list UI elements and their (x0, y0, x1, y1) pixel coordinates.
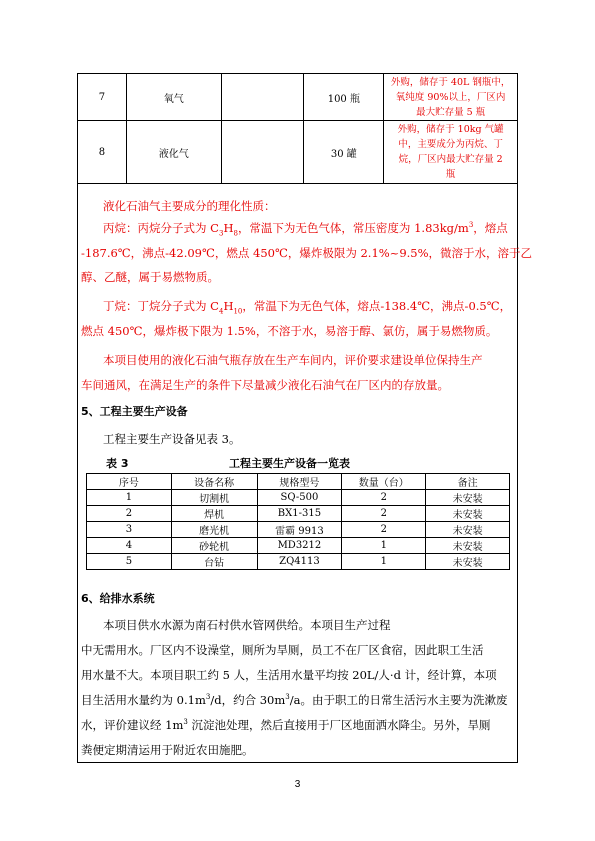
table-cell: BX1-315 (257, 506, 342, 522)
table-row (78, 74, 518, 121)
table-cell: 2 (342, 522, 426, 538)
table-row (87, 522, 510, 538)
table-cell: 未安装 (426, 554, 510, 570)
materials-table (77, 73, 518, 184)
table-cell: 未安装 (426, 522, 510, 538)
lpg-heading: 液化石油气主要成分的理化性质： (103, 199, 276, 213)
table-number: 表 3 (106, 457, 129, 470)
column-header: 设备名称 (171, 474, 257, 490)
table-cell: SQ-500 (257, 490, 342, 506)
table-cell: 焊机 (171, 506, 257, 522)
table-cell: 未安装 (426, 538, 510, 554)
storage-line-2: 车间通风，在满足生产的条件下尽量减少液化石油气在厂区内的存放量。 (81, 378, 449, 392)
table-cell: MD3212 (257, 538, 342, 554)
table-cell: 2 (342, 506, 426, 522)
table-cell: 1 (342, 554, 426, 570)
table-cell: 1 (342, 538, 426, 554)
column-header: 规格型号 (257, 474, 342, 490)
column-header: 数量（台） (342, 474, 426, 490)
water-line-4: 目生活用水量约为 $0.1m^3/d$，约合 $30m^3/a$。由于职工的日常生活污水主要为洗漱废 (81, 693, 508, 707)
table-cell: 雷霸 9913 (257, 522, 342, 538)
table-row (87, 506, 510, 522)
table-cell: 磨光机 (171, 522, 257, 538)
column-header: 序号 (87, 474, 172, 490)
material-spec (221, 74, 304, 121)
material-qty: 100 瓶 (304, 74, 384, 121)
table-cell: 2 (342, 490, 426, 506)
material-note: 外购，储存于 40L 钢瓶中， 氧纯度 90%以上，厂区内 最大贮存量 5 瓶 (384, 74, 518, 121)
table-cell: 台钻 (171, 554, 257, 570)
water-line-6: 粪便定期清运用于附近农田施肥。 (81, 743, 254, 757)
butane-line-2: 燃点 450℃，爆炸极下限为 1.5%，不溶于水，易溶于醇、氯仿，属于易燃物质。 (81, 324, 498, 338)
table-cell: 砂轮机 (171, 538, 257, 554)
section-5-intro: 工程主要生产设备见表 3。 (103, 432, 241, 446)
water-line-2: 中无需用水。厂区内不设澡堂，厕所为旱厕，员工不在厂区食宿，因此职工生活 (81, 643, 484, 657)
content-frame (77, 73, 533, 763)
column-header: 备注 (426, 474, 510, 490)
water-line-3: 用水量不大。本项目职工约 5 人，生活用水量平均按 20L/人·d 计，经计算，本项 (81, 668, 497, 682)
water-line-1: 本项目供水水源为南石村供水管网供给。本项目生产过程 (103, 618, 391, 632)
table-cell: 未安装 (426, 506, 510, 522)
table-row (78, 121, 518, 184)
table-cell: 1 (87, 490, 172, 506)
table-cell: 切割机 (171, 490, 257, 506)
table-title: 工程主要生产设备一览表 (229, 457, 350, 470)
material-no: 8 (78, 121, 127, 184)
table-header-row (87, 474, 510, 490)
table-row (87, 554, 510, 570)
table-cell: 4 (87, 538, 172, 554)
page-number: 3 (294, 779, 301, 790)
storage-line-1: 本项目使用的液化石油气瓶存放在生产车间内，评价要求建设单位保持生产 (103, 353, 483, 367)
section-5-title: 5、工程主要生产设备 (81, 405, 188, 418)
table-cell: 未安装 (426, 490, 510, 506)
propane-line-2: -187.6℃，沸点-42.09℃，燃点 450℃，爆炸极限为 2.1%~9.5%，微溶于水，溶于乙 (81, 246, 533, 260)
material-name: 氧气 (126, 74, 221, 121)
propane-line-1: 丙烷：丙烷分子式为 $C_3H_8$，常温下为无色气体，常压密度为 $1.83kg/m^3$，熔点 (103, 221, 508, 238)
table-cell: 5 (87, 554, 172, 570)
table-cell: ZQ4113 (257, 554, 342, 570)
equipment-table (86, 473, 510, 570)
section-6-title: 6、给排水系统 (81, 592, 155, 605)
material-spec (221, 121, 304, 184)
material-name: 液化气 (126, 121, 221, 184)
propane-line-3: 醇、乙醚，属于易燃物质。 (81, 270, 219, 284)
butane-line-1: 丁烷：丁烷分子式为 $C_4H_{10}$，常温下为无色气体，熔点-138.4℃，沸点-0.5℃， (103, 299, 512, 316)
material-qty: 30 罐 (304, 121, 384, 184)
material-no: 7 (78, 74, 127, 121)
table-row (87, 490, 510, 506)
table-cell: 2 (87, 506, 172, 522)
table-cell: 3 (87, 522, 172, 538)
table-row (87, 538, 510, 554)
water-line-5: 水，评价建议经 $1m^3$ 沉淀池处理，然后直接用于厂区地面洒水降尘。另外，旱厕 (81, 718, 491, 732)
material-note: 外购，储存于 10kg 气罐 中，主要成分为丙烷、丁 烷，厂区内最大贮存量 2 瓶 (384, 121, 518, 184)
